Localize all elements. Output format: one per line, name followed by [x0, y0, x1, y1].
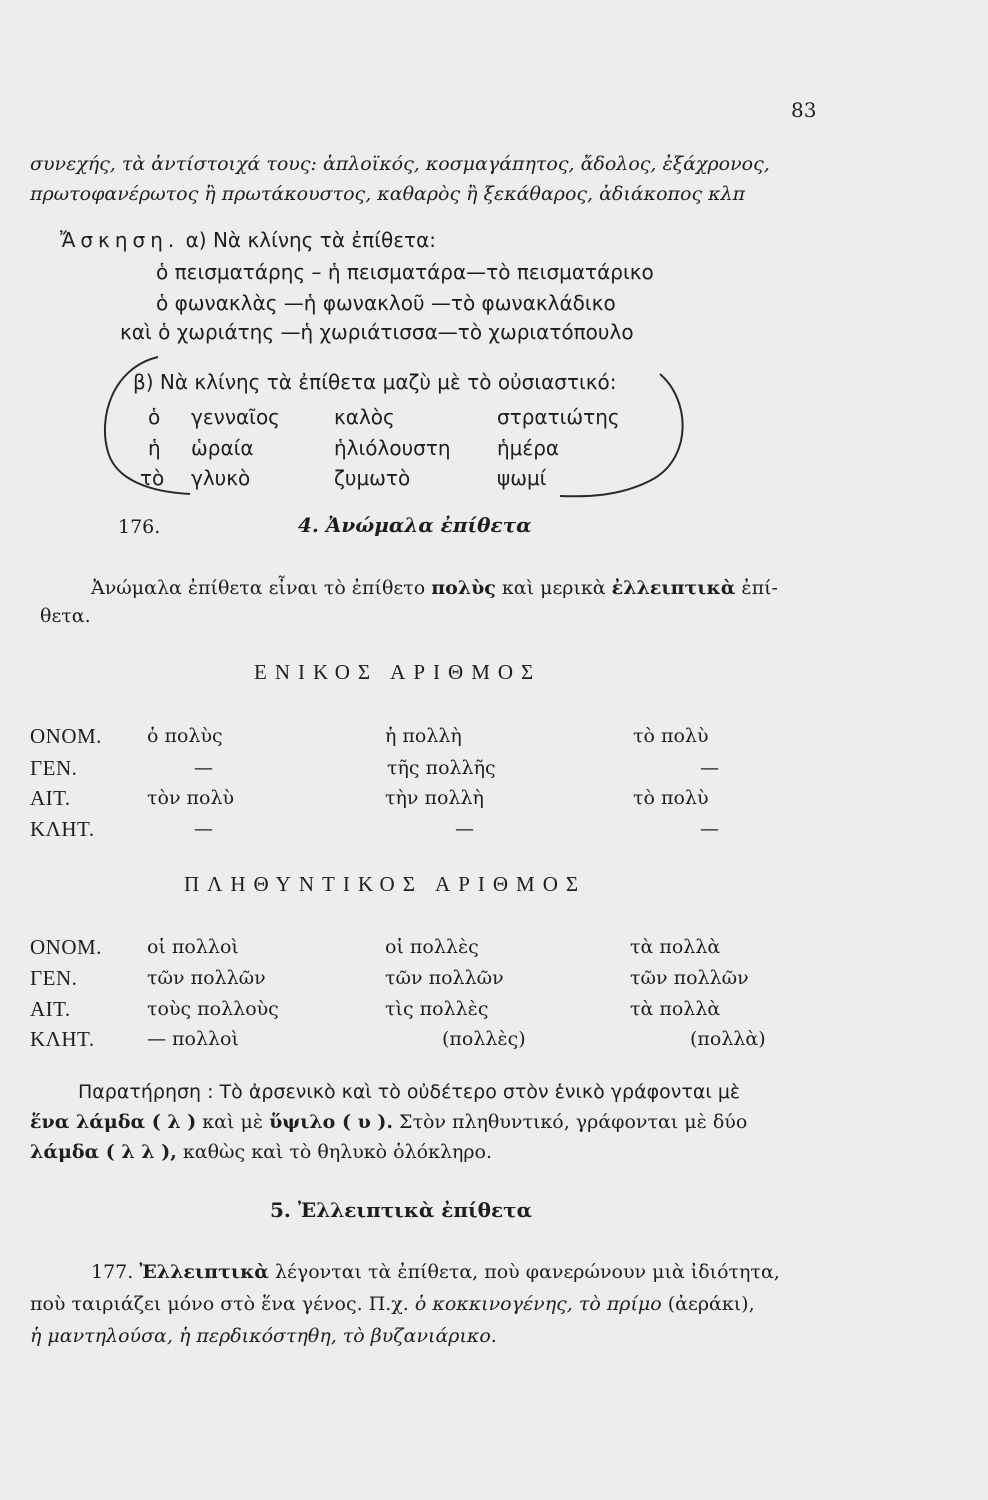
b-adjective: γλυκὸ: [191, 466, 251, 490]
text-span: καὶ μὲ: [196, 1111, 270, 1133]
paragraph-line: [91, 1260, 780, 1284]
text-span: Ἀνώμαλα ἐπίθετα εἶναι τὸ ἐπίθετο: [91, 577, 432, 599]
bold-term: λάμδα ( λ λ ),: [30, 1141, 177, 1163]
exercise-a-row: ὁ πεισματάρης – ἡ πεισματάρα—τὸ πεισματάρικο: [156, 260, 654, 284]
page-number: 83: [791, 98, 817, 122]
bold-term: Ἐλλειπτικὰ: [139, 1261, 269, 1283]
table-title: ΕΝΙΚΟΣ ΑΡΙΘΜΟΣ: [254, 660, 542, 684]
table-cell: —: [700, 757, 719, 779]
text-span: καὶ μερικὰ: [495, 577, 612, 599]
table-cell: τῶν πολλῶν: [385, 967, 504, 989]
table-cell: τὴν πολλὴ: [385, 787, 484, 809]
b-noun: ψωμί: [497, 466, 547, 490]
b-adjective: γενναῖος: [191, 405, 280, 429]
b-noun: ἡμέρα: [497, 436, 560, 460]
paragraph-line: [91, 576, 778, 600]
table-cell: —: [194, 818, 213, 840]
text-span: λέγονται τὰ ἐπίθετα, ποὺ φανερώνουν μιὰ ἰδιότητα,: [268, 1261, 780, 1283]
case-label: ΑΙΤ.: [30, 786, 71, 810]
note-line: [78, 1080, 740, 1104]
text-line: πρωτοφανέρωτος ἢ πρωτάκουστος, καθαρὸς ἢ ξεκάθαρος, ἀδιάκοπος κλπ: [30, 183, 746, 205]
note-line: [30, 1140, 492, 1164]
b-adjective: καλὸς: [334, 405, 395, 429]
section-title: 5. Ἐλλειπτικὰ ἐπίθετα: [270, 1198, 533, 1222]
b-article: ἡ: [148, 436, 161, 460]
case-label: ΚΛΗΤ.: [30, 817, 95, 841]
case-label: ΑΙΤ.: [30, 997, 71, 1021]
case-label: ΓΕΝ.: [30, 756, 78, 780]
paragraph-line: θετα.: [40, 605, 91, 627]
table-cell: (πολλὰ): [690, 1028, 766, 1050]
case-label: ΟΝΟΜ.: [30, 935, 102, 959]
paragraph-line: [30, 1292, 755, 1316]
table-cell: τὰ πολλὰ: [630, 998, 721, 1020]
table-cell: ἡ πολλὴ: [385, 725, 462, 747]
text-span: Παρατήρηση : Τὸ ἀρσενικὸ καὶ τὸ οὐδέτερο στὸν ἑνικὸ γράφονται μὲ: [78, 1081, 741, 1103]
table-cell: τῶν πολλῶν: [147, 967, 266, 989]
bold-term: ἕνα λάμδα ( λ ): [30, 1111, 197, 1133]
text-span: .: [490, 1325, 497, 1347]
table-cell: οἱ πολλοὶ: [147, 936, 239, 958]
exercise-a-row: καὶ ὁ χωριάτης —ἡ χωριάτισσα—τὸ χωριατόπουλο: [120, 320, 634, 344]
section-number: 176.: [118, 516, 161, 538]
table-cell: τῆς πολλῆς: [387, 757, 496, 779]
bold-term: πολὺς: [431, 577, 496, 599]
table-title: ΠΛΗΘΥΝΤΙΚΟΣ ΑΡΙΘΜΟΣ: [184, 872, 587, 896]
b-article: ὁ: [148, 405, 161, 429]
text-span: ἐπί-: [735, 577, 778, 599]
table-cell: τοὺς πολλοὺς: [147, 998, 279, 1020]
table-cell: τὶς πολλὲς: [385, 998, 489, 1020]
paragraph-line: [30, 1324, 497, 1348]
b-adjective: ζυμωτὸ: [334, 466, 411, 490]
section-title: 4. Ἀνώμαλα ἐπίθετα: [298, 513, 532, 537]
text-span: Στὸν πληθυντικό, γράφονται μὲ δύο: [392, 1111, 748, 1133]
exercise-heading: Ἄσκηση.: [60, 228, 180, 252]
text-span: 177.: [91, 1261, 140, 1283]
table-cell: τὰ πολλὰ: [630, 936, 721, 958]
note-line: [30, 1110, 747, 1134]
text-line: συνεχής, τὰ ἀντίστοιχά τους: ἁπλοϊκός, κοσμαγάπητος, ἄδολος, ἐξάχρονος,: [30, 153, 770, 175]
bold-term: ἐλλειπτικὰ: [611, 577, 736, 599]
table-cell: —: [455, 818, 474, 840]
b-article: τὸ: [140, 466, 165, 490]
table-cell: —: [700, 818, 719, 840]
table-cell: (πολλὲς): [442, 1028, 526, 1050]
table-cell: τὸν πολὺ: [147, 787, 235, 809]
exercise-a-row: ὁ φωνακλὰς —ἡ φωνακλοῦ —τὸ φωνακλάδικο: [156, 291, 616, 315]
b-noun: στρατιώτης: [497, 405, 620, 429]
case-label: ΟΝΟΜ.: [30, 724, 102, 748]
table-cell: οἱ πολλὲς: [385, 936, 479, 958]
italic-example: ἡ μαντηλούσα, ἡ περδικόστηθη, τὸ βυζανιάρικο: [30, 1325, 491, 1347]
bold-term: ὕψιλο ( υ ).: [269, 1111, 393, 1133]
b-adjective: ἡλιόλουστη: [334, 436, 451, 460]
table-cell: — πολλοὶ: [147, 1028, 239, 1050]
table-cell: τῶν πολλῶν: [630, 967, 749, 989]
table-cell: τὸ πολὺ: [633, 787, 709, 809]
table-cell: τὸ πολὺ: [633, 725, 709, 747]
text-span: (ἀεράκι),: [661, 1293, 755, 1315]
italic-example: ὁ κοκκινογένης, τὸ πρίμο: [414, 1293, 662, 1315]
text-span: ποὺ ταιριάζει μόνο στὸ ἕνα γένος. Π.χ.: [30, 1293, 415, 1315]
table-cell: —: [194, 757, 213, 779]
text-span: καθὼς καὶ τὸ θηλυκὸ ὁλόκληρο.: [176, 1141, 493, 1163]
case-label: ΚΛΗΤ.: [30, 1027, 95, 1051]
case-label: ΓΕΝ.: [30, 966, 78, 990]
b-adjective: ὡραία: [191, 436, 254, 460]
exercise-b-intro: β) Νὰ κλίνης τὰ ἐπίθετα μαζὺ μὲ τὸ οὐσιαστικό:: [133, 370, 617, 394]
exercise-a-intro: α) Νὰ κλίνης τὰ ἐπίθετα:: [185, 228, 436, 252]
table-cell: ὁ πολὺς: [147, 725, 223, 747]
